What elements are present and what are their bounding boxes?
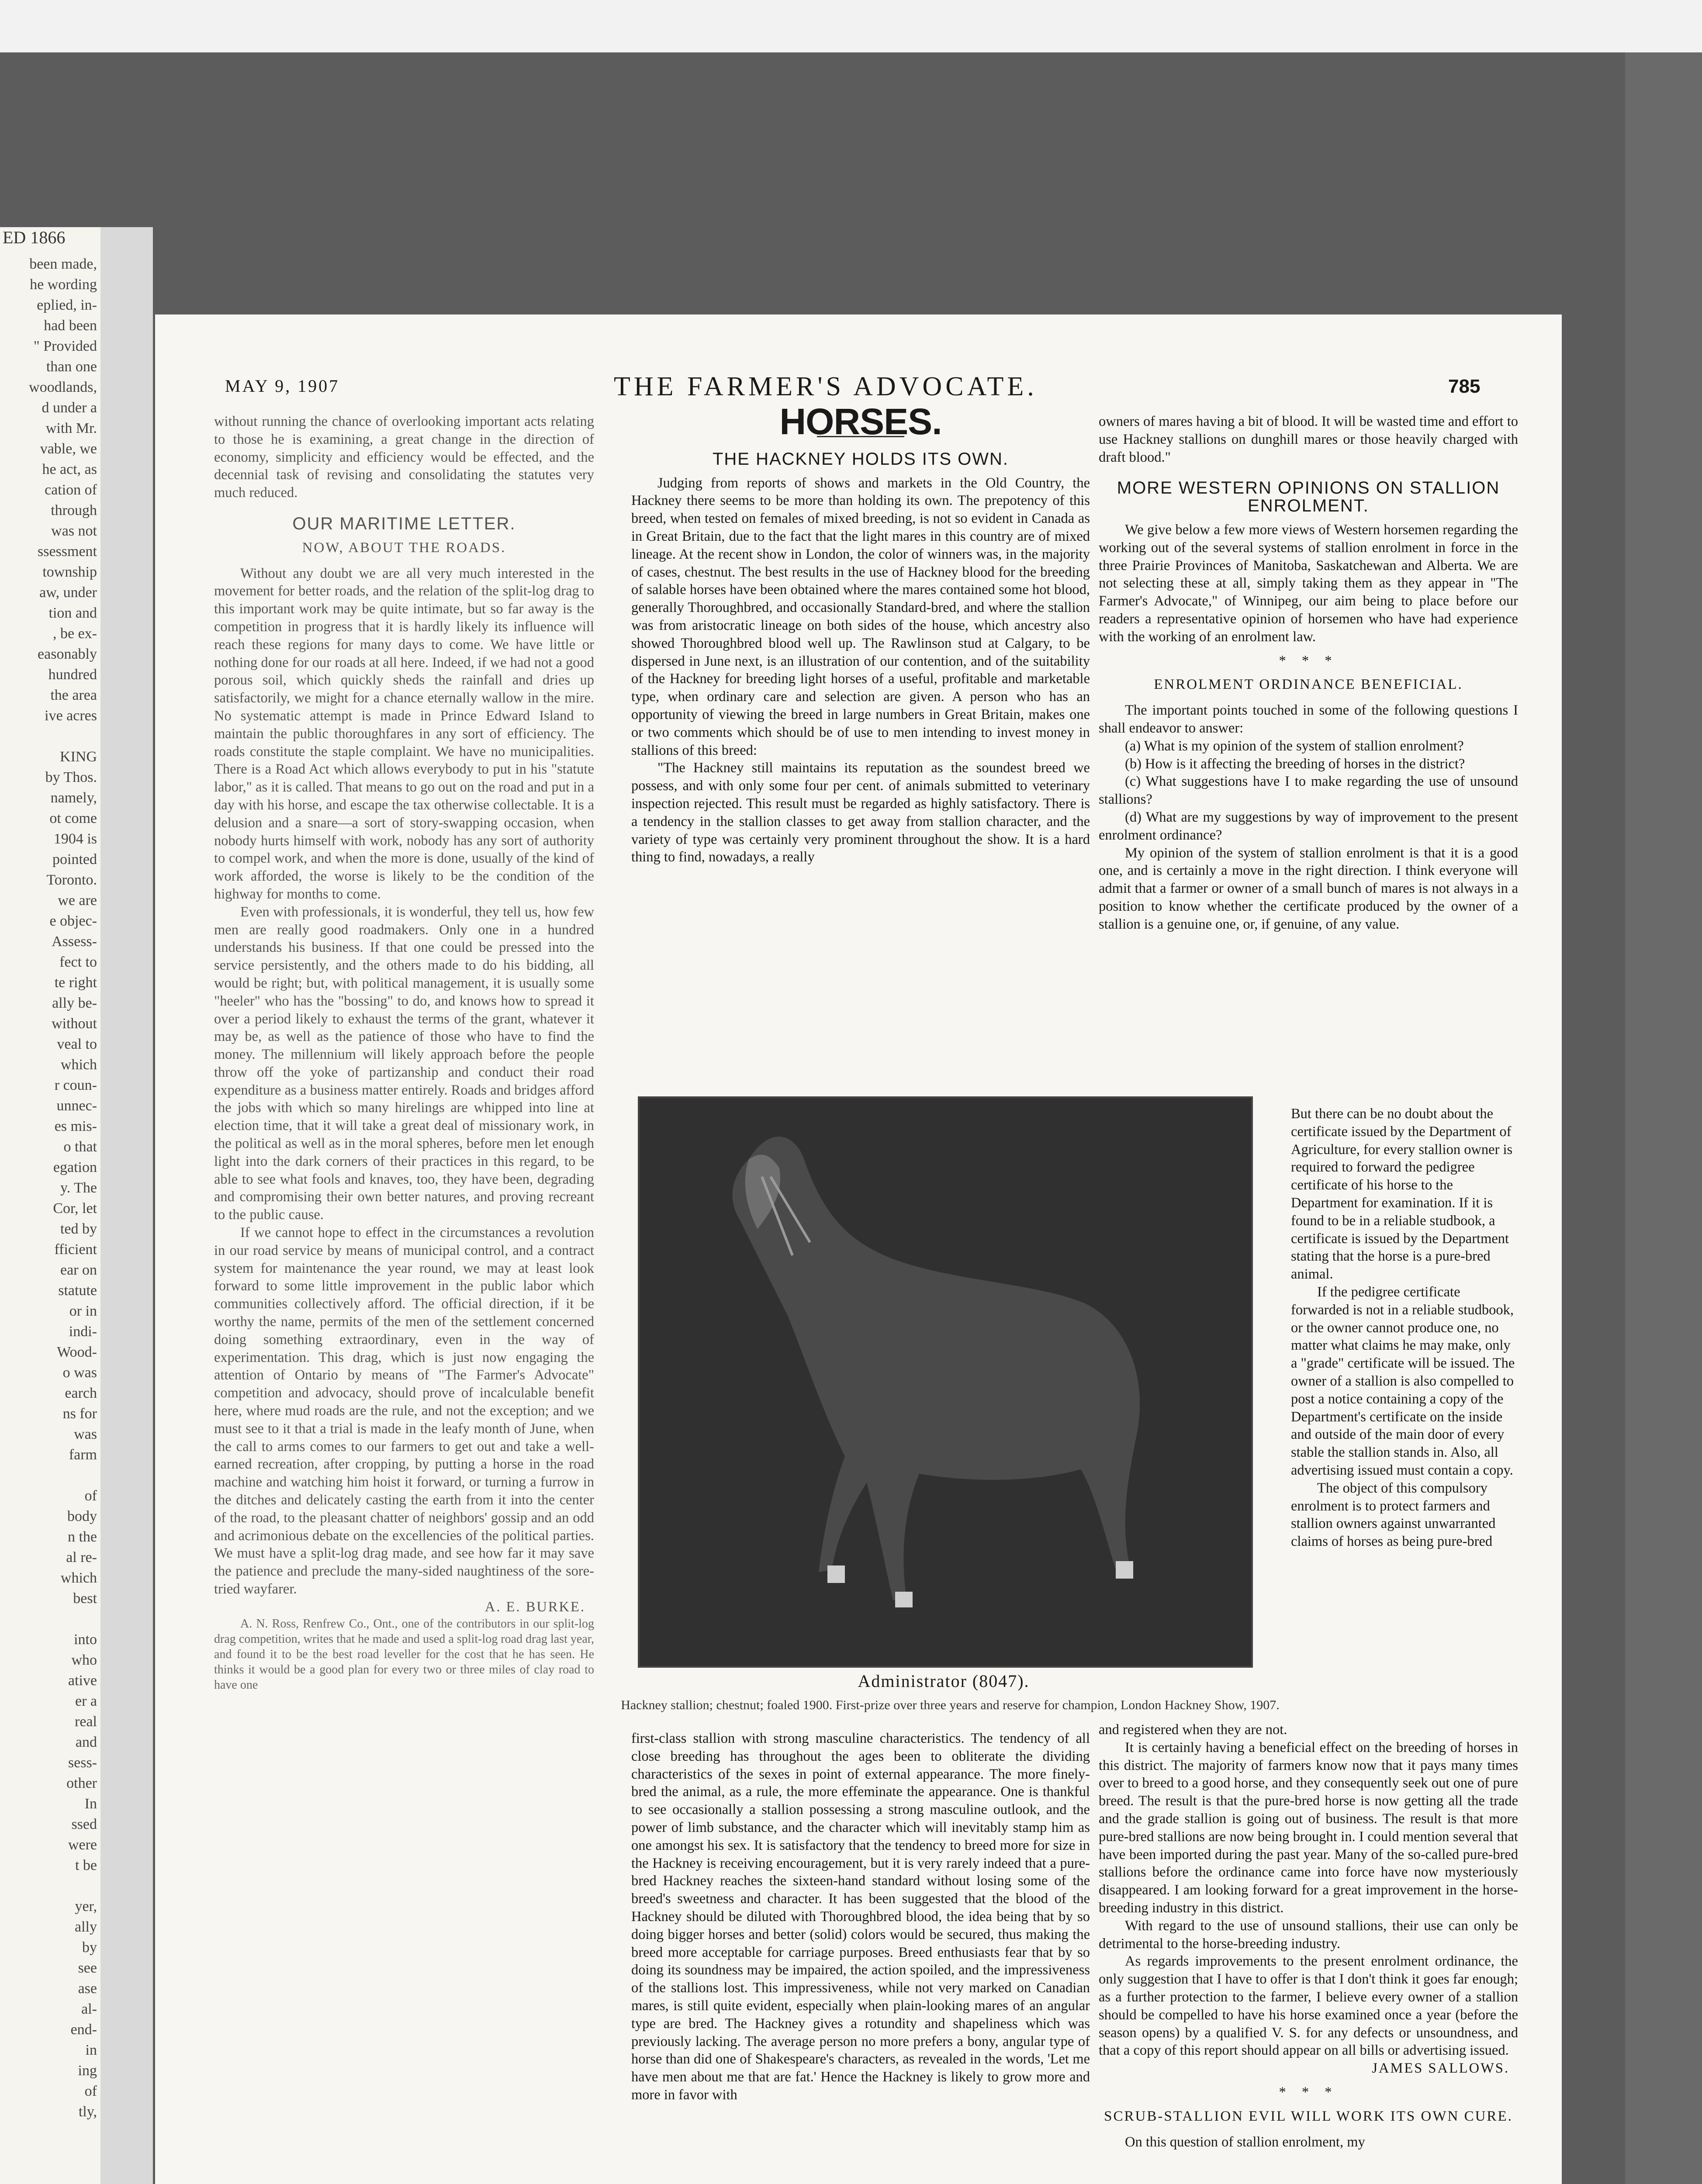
left-page-fragment: vable, we (40, 441, 97, 457)
left-page-fragment: er a (75, 1693, 97, 1709)
left-page-fragment: indi- (69, 1324, 97, 1340)
left-page-fragment: ally be- (52, 995, 97, 1011)
left-page-fragment: see (78, 1960, 97, 1976)
left-page-fragment: unnec- (56, 1098, 97, 1114)
maritime-letter-heading: OUR MARITIME LETTER. (292, 514, 516, 533)
newspaper-page (155, 314, 1562, 2184)
col1-paragraph: Even with professionals, it is wonderful, they tell us, how few men are really good roadmakers. Only one in a hundred understands his business. If that one could be pressed into the service persistently, and the others made to do his bidding, all would be right; but, with political management, it is usually some "heeler" who has the "bossing" to do, and knows how to spread it over a period likely to exhaust the terms of the grant, whatever it may be, as well as the patience of those who have to find the money. The millennium will likely approach before the people throw off the yoke of partizanship and conduct their road expenditure as a business matter entirely. Roads and bridges afford the jobs with which so many hirelings are whipped into line at election time, that it will take a great deal of missionary work, in the political as well as in the moral spheres, before men let enough light into the dark corners of their practices in this regard, to be able to see what fools and knaves, too, they have been, degrading and compromising their own better natures, and proving recreant to the public cause. (214, 904, 594, 1223)
left-page-fragment: real (75, 1714, 97, 1730)
left-page-fragment: than one (46, 359, 97, 375)
col3-signature: JAMES SALLOWS. (1372, 2060, 1509, 2077)
left-page-fragment: tly, (78, 2104, 97, 2120)
left-page-fragment: t be (75, 1857, 97, 1873)
left-page-fragment: al re- (66, 1549, 97, 1565)
left-page-fragment: township (42, 564, 97, 580)
left-page-fragment: he act, as (42, 461, 97, 477)
left-page-fragment: end- (70, 2022, 97, 2038)
col3-narrow-paragraph: But there can be no doubt about the certificate issued by the Department of Agriculture, for every stallion owner is required to forward the pedigree certificate of his horse to the Department for examination. If it is found to be in a reliable studbook, a certificate is issued by the Department stating that the horse is a pure-bred animal. (1291, 1106, 1513, 1282)
left-page-fragment: was not (51, 523, 97, 539)
left-page-fragment: ing (78, 2063, 97, 2079)
left-page-fragment: ssessment (38, 543, 97, 560)
column-3-continued (1099, 1721, 1518, 2151)
left-page-fragment: easonably (38, 646, 97, 662)
left-page-fragment: ative (68, 1673, 97, 1689)
left-page-fragment: e objec- (49, 913, 97, 929)
column-2 (631, 401, 1090, 866)
col1-signature: A. E. BURKE. (484, 1599, 585, 1615)
question-a: (a) What is my opinion of the system of stallion enrolment? (1125, 738, 1464, 754)
left-page-fragment: which (60, 1570, 97, 1586)
left-page-fragment: statute (58, 1282, 97, 1299)
left-page-fragment: Wood- (57, 1344, 97, 1360)
col2-paragraph: "The Hackney still maintains its reputation as the soundest breed we possess, and with only some four per cent. of animals submitted to veterinary inspection rejected. This result must be regarded as highly satisfactory. There is a tendency in the stallion classes to get away from stallion character, and the variety of type was certainly very prominent throughout the show. It is a hard thing to find, nowadays, a really (631, 760, 1090, 865)
left-page-fragment: woodlands, (29, 379, 97, 395)
left-page-fragment: ear on (60, 1262, 97, 1278)
left-page-fragment: In (84, 1796, 97, 1812)
left-page-fragment: of (84, 2083, 97, 2099)
left-page-fragment: tion and (48, 605, 97, 621)
section-divider-stars: * * * (1279, 653, 1338, 669)
left-page-fragment: without (52, 1016, 97, 1032)
col3-paragraph: My opinion of the system of stallion enrolment is that it is a good one, and is certainly a move in the right direction. I think everyone will admit that a farmer or owner of a small bunch of mares is not always in a position to know whether the certificate produced by the owner of a stallion is a genuine one, or, if genuine, of any value. (1099, 845, 1518, 932)
left-page-fragment: by (82, 1939, 97, 1956)
left-page-fragment: aw, under (39, 584, 97, 601)
left-page-fragment: in (85, 2042, 97, 2058)
left-page-fragment (0, 726, 100, 746)
question-b: (b) How is it affecting the breeding of horses in the district? (1125, 756, 1465, 772)
left-page-fragment: 1904 is (53, 831, 97, 847)
left-page-fragment: farm (69, 1447, 97, 1463)
left-page-fragment: fect to (59, 954, 97, 970)
left-page-fragment: Cor, let (53, 1200, 97, 1216)
horse-photo-image (640, 1098, 1251, 1666)
col1-intro: without running the chance of overlooking important acts relating to those he is examining, a great change in the direction of economy, simplicity and efficiency would be effected, and the decennial task of revising and consolidating the statutes very much reduced. (214, 414, 594, 501)
left-page-fragment: who (71, 1652, 97, 1668)
left-page-fragment: other (66, 1775, 97, 1791)
left-page-fragment: ns for (62, 1406, 97, 1422)
left-page-fragment: by Thos. (45, 769, 97, 785)
left-page-fragment: we are (58, 892, 97, 909)
left-page-fragment: into (74, 1631, 97, 1648)
page-number: 785 (1448, 376, 1481, 397)
left-page-fragment: through (51, 502, 97, 518)
issue-date: MAY 9, 1907 (225, 376, 340, 396)
col3-paragraph: and registered when they are not. (1099, 1722, 1287, 1738)
left-page-fragment: KING (60, 749, 97, 765)
left-page-fragment: veal to (57, 1036, 97, 1052)
col1-note: A. N. Ross, Renfrew Co., Ont., one of the contributors in our split-log drag competition, writes that he made and used a split-log road drag last year, and found it to be the best road leveller for the cost that he has seen. He thinks it would be a good plan for every two or three miles of clay road to have one (214, 1617, 594, 1692)
left-page-fragment: which (60, 1057, 97, 1073)
maritime-letter-subheading: NOW, ABOUT THE ROADS. (302, 539, 506, 556)
col3-paragraph: With regard to the use of unsound stallions, their use can only be detrimental to the horse-breeding industry. (1099, 1918, 1518, 1952)
microfilm-margin-right (1625, 52, 1702, 2184)
left-page-fragment: ive acres (45, 708, 97, 724)
col3-intro: owners of mares having a bit of blood. It will be wasted time and effort to use Hackney stallions on dunghill mares or those heavily charged with draft blood." (1099, 414, 1518, 465)
left-page-fragment: cation of (45, 482, 97, 498)
left-page-fragment: ase (78, 1980, 97, 1997)
left-page-fragment (0, 1876, 100, 1896)
section-divider-stars: * * * (1279, 2084, 1338, 2100)
left-page-fragment: ally (75, 1919, 97, 1935)
left-page-fragment: al- (81, 2001, 97, 2017)
scrub-stallion-heading: SCRUB-STALLION EVIL WILL WORK ITS OWN CURE. (1104, 2108, 1513, 2124)
left-page-fragment (0, 1465, 100, 1486)
left-page-fragment: had been (44, 318, 97, 334)
left-page-fragment: d under a (42, 400, 97, 416)
left-page-fragment: or in (69, 1303, 97, 1319)
col3-narrow-paragraph: If the pedigree certificate forwarded is not in a reliable studbook, or the owner cannot produce one, no matter what claims he may make, only a "grade" certificate will be issued. The owner of a stallion is also compelled to post a notice containing a copy of the Department's certificate on the inside and outside of the main door of every stable the stallion stands in. Also, all advertising issued must contain a copy. (1291, 1284, 1515, 1478)
running-head (155, 314, 1562, 401)
col1-paragraph: Without any doubt we are all very much interested in the movement for better roads, and the relation of the split-log drag to this important work may be quite intimate, but so far away is the competition in progress that it is hardly likely its influence will reach these regions for many days to come. We have little or nothing done for our roads at all here. Indeed, if we had not a good porous soil, which quickly sheds the rainfall and dries up satisfactorily, we might for a chance eternally wallow in the mire. No systematic attempt is made in Prince Edward Island to maintain the public thoroughfares in any sort of efficiency. The roads constitute the staple complaint. We have no municipalities. There is a Road Act which allows everybody to put in his "statute labor," as it is called. That means to go out on the road and put in a day with his horse, and escape the tax otherwise collectable. It is a delusion and a snare—a sort of story-swapping occasion, when nobody hurts himself with work, nobody has any sort of authority to compel work, and when the more is done, usually of the kind of work afforded, the worse is likely to be the condition of the highway for months to come. (214, 565, 595, 902)
col3-paragraph: It is certainly having a beneficial effect on the breeding of horses in this district. The majority of farmers know now that it pays many times over to breed to a good horse, and they consequently seek out one of pure breed. The result is that the pure-bred horse is now getting all the trade and the grade stallion is going out of business. The result is that more pure-bred stallions are now being brought in. I could mention several that have been imported during the past year. Many of the so-called pure-bred stallions before the ordinance came into force have now mysteriously disappeared. I am looking forward for a great improvement in the horse-breeding industry in this district. (1099, 1739, 1518, 1916)
left-page-fragment: was (74, 1426, 97, 1442)
column-1 (214, 413, 594, 1693)
col3-paragraph: On this question of stallion enrolment, my (1125, 2134, 1365, 2150)
enrolment-ordinance-subheading: ENROLMENT ORDINANCE BENEFICIAL. (1154, 677, 1463, 693)
left-page-fragment: eplied, in- (37, 297, 97, 313)
left-page-fragment: were (68, 1837, 97, 1853)
left-page-fragment: namely, (50, 790, 97, 806)
left-page-fragments (0, 254, 100, 2122)
col3-narrow-paragraph: The object of this compulsory enrolment is to protect farmers and stallion owners against unwarranted claims of horses as being pure-bred (1291, 1480, 1496, 1550)
left-page-fragment: and (75, 1734, 97, 1750)
publication-title: THE FARMER'S ADVOCATE. (614, 372, 1038, 401)
left-page-fragment: best (73, 1590, 97, 1607)
left-page-fragment: o that (63, 1139, 97, 1155)
left-page-fragment: the area (50, 687, 97, 703)
left-page-fragment: hundred (48, 667, 97, 683)
left-page-fragment: ssed (71, 1816, 97, 1832)
left-page-fragment: pointed (52, 851, 97, 867)
photo-caption-title: Administrator (8047). (858, 1671, 1030, 1691)
microfilm-margin-top (0, 0, 1702, 52)
col3-paragraph: As regards improvements to the present enrolment ordinance, the only suggestion that I have to offer is that I don't think it goes far enough; as a further protection to the farmer, I believe every owner of a stallion should be compelled to have his horse examined once a year (before the season opens) by a qualified V. S. for any defects or unsoundness, and that a copy of this report should appear on all bills or advertising issued. (1099, 1953, 1518, 2059)
column-2-continued (631, 1730, 1090, 2104)
col3-paragraph: We give below a few more views of Western horsemen regarding the working out of the several systems of stallion enrolment in force in the three Prairie Provinces of Manitoba, Saskatchewan and Alberta. We are not selecting these at all, simply taking them as they appear in "The Farmer's Advocate," of Winnipeg, our aim being to place before our readers a representative opinion of horsemen who have had experience with the working of an enrolment law. (1099, 522, 1518, 645)
left-page-fragment: Toronto. (46, 872, 97, 888)
left-page-fragment: te right (54, 975, 97, 991)
left-page-fragment: r coun- (54, 1077, 97, 1093)
question-d: (d) What are my suggestions by way of improvement to the present enrolment ordinance? (1099, 809, 1518, 843)
left-page-fragment: ted by (60, 1221, 97, 1237)
left-page-fragment: yer, (75, 1898, 97, 1914)
left-page-fragment: n the (67, 1529, 97, 1545)
column-3-narrow (1291, 1105, 1518, 1551)
left-page-fragment: es mis- (54, 1118, 97, 1134)
left-page-fragment: fficient (54, 1241, 97, 1258)
hackney-heading: THE HACKNEY HOLDS ITS OWN. (712, 449, 1009, 469)
horses-section-title: HORSES. (779, 401, 942, 442)
col1-paragraph: If we cannot hope to effect in the circumstances a revolution in our road service by means of municipal control, and a contract system for maintenance the year round, we may at least look forward to some little improvement in the public labor which communities collectively afford. The official direction, if it be worthy the name, permits of the men of the settlement concerned doing something extraordinary, even in the way of experimentation. This drag, which is just now engaging the attention of Ontario by means of "The Farmer's Advocate" competition and advocacy, should prove of incalculable benefit here, where mud roads are the rule, and not the exception; and we must see to it that a trial is made in the leafy month of June, when the call to arms comes to our farmers to get out and take a well-earned recreation, after cropping, by putting a horse in the road machine and watching him hoist it forward, or turning a furrow in the ditches and delicately casting the earth from it into the center of the road, to the pleasant chatter of neighbors' gossip and an odd and acrimonious debate on the excellencies of the political parties. We must have a split-log drag made, and see how far it may save the patience and preclude the many-sided naughtiness of the sore-tried wayfarer. (214, 1225, 594, 1597)
col2-paragraph: Judging from reports of shows and markets in the Old Country, the Hackney there seems to be more than holding its own. The prepotency of this breed, when tested on females of mixed breeding, is not so evident in Canada as in Great Britain, due to the fact that the light mares in this country are of mixed lineage. At the recent show in London, the color of winners was, in the majority of cases, chestnut. The best results in the use of Hackney blood for the breeding of salable horses have been obtained where the mares contained some hot blood, generally Thoroughbred, and occasionally Standard-bred, and where the stallion was from aristocratic lineage on both sides of the house, which ancestry also showed Thoroughbred blood well up. The Rawlinson stud at Calgary, to be dispersed in June next, is an illustration of our contention, and of the suitability of the Hackney for breeding light horses of a useful, profitable and marketable type, when ordinary care and selection are given. A person who has an opportunity of viewing the breed in large numbers in Great Britain, makes one or two comments which should be of use to men intending to invest money in stallions of this breed: (631, 475, 1090, 758)
left-page-fragment: he wording (30, 276, 97, 293)
stallion-enrolment-heading: MORE WESTERN OPINIONS ON STALLION ENROLMENT. (1117, 478, 1500, 516)
left-page-fragment: with Mr. (45, 420, 97, 436)
left-page-fragment: earch (65, 1385, 97, 1401)
left-page-fragment: o was (62, 1365, 97, 1381)
left-page-fragment: , be ex- (52, 625, 97, 642)
left-page-fragment: y. The (60, 1180, 97, 1196)
left-page-fragment: ot come (49, 810, 97, 826)
left-page-fragment: of (84, 1488, 97, 1504)
left-page-fragment: Assess- (52, 933, 97, 950)
left-page-strip (0, 227, 100, 2184)
photo-caption-text: Hackney stallion; chestnut; foaled 1900. First-prize over three years and reserve for champion, London Hackney Show, 1907. (621, 1698, 1280, 1712)
left-page-fragment: " Provided (33, 338, 97, 354)
left-page-header: ED 1866 (3, 228, 66, 247)
hackney-stallion-photo (638, 1096, 1253, 1668)
col2-paragraph: first-class stallion with strong masculine characteristics. The tendency of all close breeding has throughout the ages been to obliterate the dividing characteristics of the sexes in point of external appearance. The more finely-bred the animal, as a rule, the more effeminate the appearance. One is thankful to see occasionally a stallion possessing a strong masculine outlook, and the power of limb substance, and the character which will inevitably stamp him as one amongst his sex. It is satisfactory that the tendency to breed more for size in the Hackney is receiving encouragement, but it is very rarely indeed that a pure-bred Hackney reaches the sixteen-hand standard without losing some of the breed's sweetness and character. It has been suggested that the blood of the Hackney should be diluted with Thoroughbred blood, the idea being that by so doing bigger horses and better (solid) colors would be secured, thus making the breed more acceptable for carriage purposes. Breed enthusiasts fear that by so doing its soundness may be impaired, the action spoiled, and the impressiveness of the stallions lost. This impressiveness, while not very marked on Canadian mares, is still quite evident, especially when plain-looking mares of an angular type are bred. The Hackney gives a rotundity and shapeliness which was previously lacking. The average person no more prefers a bony, angular type of horse than did one of Shakespeare's characters, as revealed in the words, 'Let me have men about me that are fat.' Hence the Hackney is likely to grow more and more in favor with (631, 1731, 1090, 2103)
left-page-fragment: body (67, 1508, 97, 1524)
left-page-fragment: sess- (68, 1755, 97, 1771)
left-page-fragment (0, 1609, 100, 1629)
col3-paragraph: The important points touched in some of the following questions I shall endeavor to answer: (1099, 702, 1518, 736)
question-c: (c) What suggestions have I to make regarding the use of unsound stallions? (1099, 774, 1518, 808)
column-3 (1099, 413, 1518, 933)
left-page-fragment: been made, (29, 256, 97, 272)
page-gutter (100, 227, 153, 2184)
left-page-fragment: egation (53, 1159, 97, 1175)
